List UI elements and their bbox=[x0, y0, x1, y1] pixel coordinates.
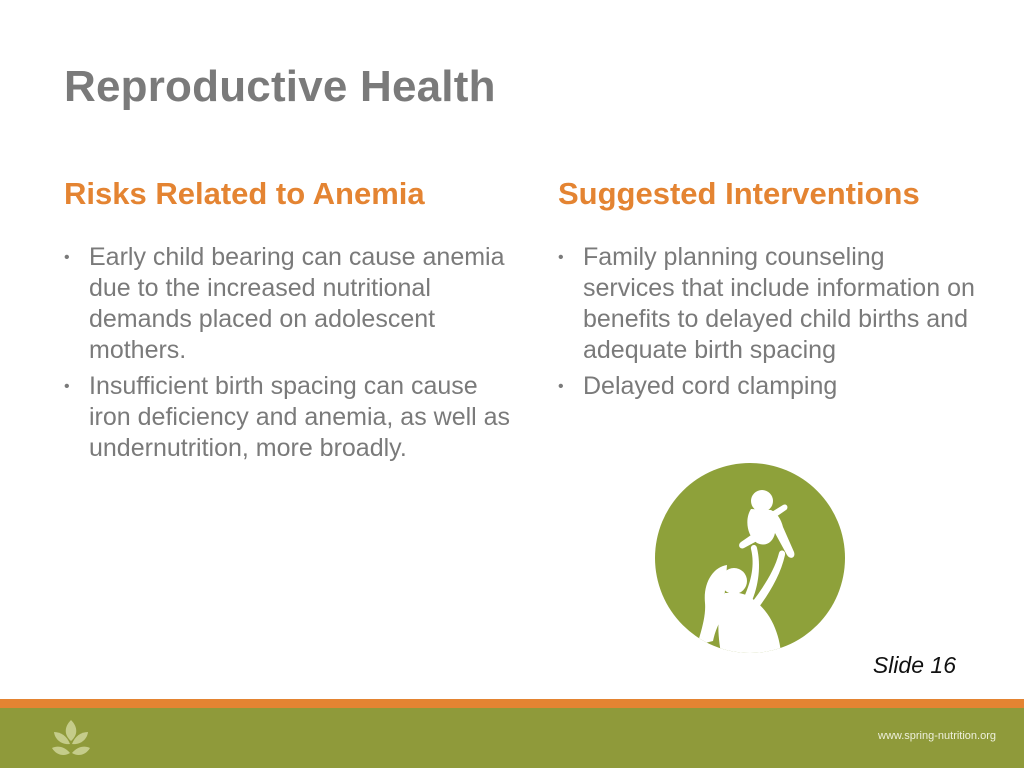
bullet-text: Early child bearing can cause anemia due to the increased nutritional demands placed on adolescent mothers. bbox=[89, 243, 505, 364]
bullet-icon: • bbox=[64, 378, 70, 395]
bullet-text: Insufficient birth spacing can cause iron deficiency and anemia, as well as undernutrition, more broadly. bbox=[89, 372, 511, 462]
leaf-sprout-icon bbox=[50, 718, 92, 760]
interventions-list bbox=[558, 242, 978, 407]
slide-number: Slide 16 bbox=[872, 652, 956, 678]
risks-heading: Risks Related to Anemia bbox=[64, 176, 425, 211]
slide-title: Reproductive Health bbox=[64, 62, 496, 111]
bullet-icon: • bbox=[64, 249, 70, 266]
risks-list bbox=[64, 242, 514, 469]
accent-bar bbox=[0, 699, 1024, 708]
list-item bbox=[558, 242, 978, 366]
list-item bbox=[64, 242, 514, 366]
footer-band bbox=[0, 708, 1024, 768]
mother-lifting-baby-icon bbox=[655, 463, 845, 653]
bullet-icon: • bbox=[558, 249, 564, 266]
bullet-icon: • bbox=[558, 378, 564, 395]
list-item bbox=[558, 371, 978, 402]
footer-url: www.spring-nutrition.org bbox=[878, 730, 996, 742]
interventions-heading: Suggested Interventions bbox=[558, 176, 920, 211]
bullet-text: Delayed cord clamping bbox=[583, 372, 838, 400]
list-item bbox=[64, 371, 514, 464]
bullet-text: Family planning counseling services that include information on benefits to delayed child births and adequate birth spacing bbox=[583, 243, 975, 364]
